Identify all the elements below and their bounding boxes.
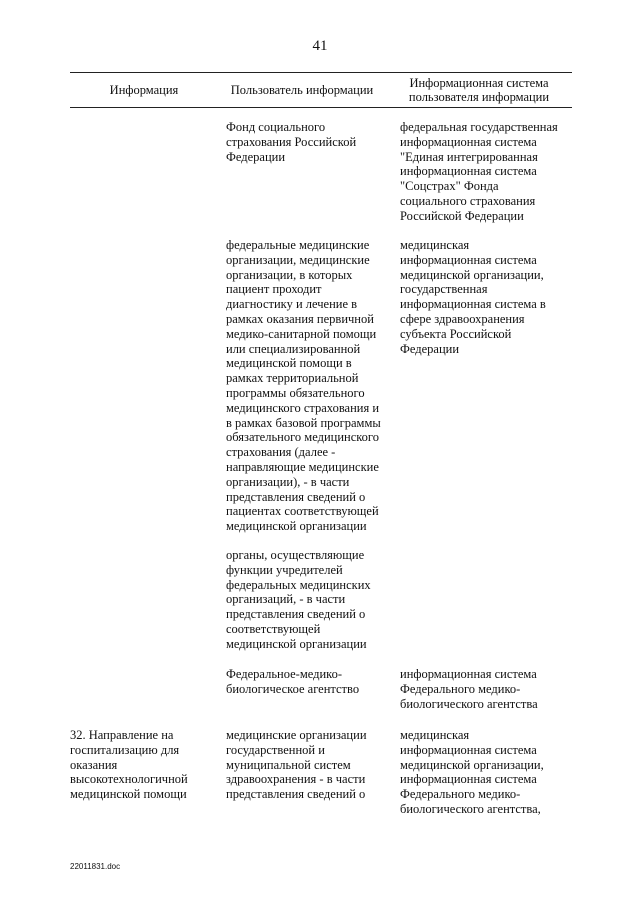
- row-5-user: медицинские организации государственной и муниципальной систем здравоохранения - в части представления сведений о: [226, 728, 367, 802]
- header-information: Информация: [109, 83, 179, 97]
- document-filename: 22011831.doc: [70, 862, 121, 871]
- row-2-user: федеральные медицинские организации, медицинские организации, в которых пациент проходит диагностику и лечение в рамках оказания первичной медико-санитарной помощи или специализированной медицинской помощи в рамках территориальной программы обязательного медицинского страхования и в рамках базовой программы обязательного медицинского страхования (далее - направляющие медицинские организации), - в части представления сведений о пациентах соответствующей медицинской организации: [226, 238, 381, 534]
- row-4-system: информационная система Федерального медико- биологического агентства: [400, 667, 538, 711]
- page-number: 41: [312, 38, 328, 54]
- row-3-user: органы, осуществляющие функции учредителей федеральных медицинских организаций, - в части представления сведений о соответствующей медицинской организации: [226, 548, 371, 651]
- row-1-user: Фонд социального страхования Российской Федерации: [226, 120, 357, 164]
- header-system: Информационная система пользователя информации: [408, 76, 550, 104]
- row-2-system: медицинская информационная система медицинской организации, государственная информационная система в сфере здравоохранения субъекта Российской Федерации: [400, 238, 546, 356]
- row-4-user: Федеральное-медико- биологическое агентство: [226, 667, 360, 696]
- row-5-information: 32. Направление на госпитализацию для оказания высокотехнологичной медицинской помощи: [70, 728, 188, 802]
- row-1-system: федеральная государственная информационная система "Единая интегрированная информационная система "Соцстрах" Фонда социального страхования Российской Федерации: [400, 120, 558, 223]
- table-header: [70, 72, 572, 108]
- header-user: Пользователь информации: [230, 83, 374, 97]
- row-5-system: медицинская информационная система медицинской организации, информационная система Федерального медико- биологического агентства,: [400, 728, 544, 816]
